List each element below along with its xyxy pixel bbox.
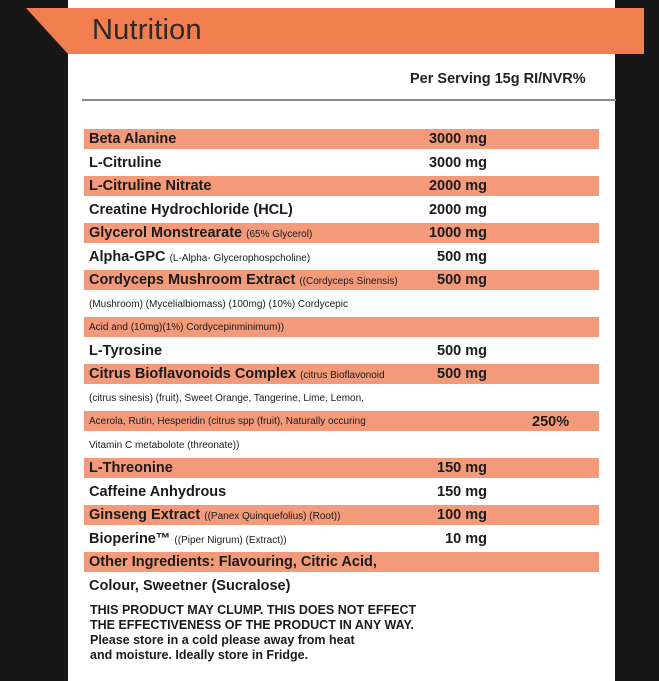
amount: 500 mg: [437, 249, 487, 265]
table-row: [84, 552, 599, 572]
ingredient-name-text: Citrus Bioflavonoids Complex: [89, 366, 297, 382]
ingredient-name: [89, 460, 173, 476]
storage-note: [90, 603, 450, 663]
amount: 3000 mg: [428, 131, 487, 147]
ingredient-name-text: Other Ingredients: Flavouring, Citric Acid,: [89, 554, 377, 570]
table-row: [84, 364, 599, 384]
ingredient-name: [89, 531, 287, 547]
ingredient-name: [89, 225, 312, 241]
ingredient-name-text: Bioperine™: [89, 531, 171, 547]
ingredient-name-text: Caffeine Anhydrous: [89, 484, 227, 500]
table-row: [84, 411, 599, 431]
table-row: [84, 153, 599, 173]
amount: 150 mg: [437, 460, 487, 476]
table-row: [84, 317, 599, 337]
table-row: [84, 482, 599, 502]
table-row: [84, 458, 599, 478]
storage-line: THE EFFECTIVENESS OF THE PRODUCT IN ANY WAY.: [90, 618, 414, 632]
table-row: [84, 435, 599, 455]
ingredient-name: [89, 484, 226, 500]
amount: 10 mg: [445, 531, 487, 547]
ingredient-name: [89, 272, 398, 288]
amount: 500 mg: [437, 272, 487, 288]
table-row: [84, 294, 599, 314]
table-row: [84, 576, 599, 596]
ingredient-name-text: L-Citruline: [89, 155, 162, 171]
ingredient-name-text: Glycerol Monstrearate: [89, 225, 243, 241]
ingredient-note: ((Cordyceps Sinensis): [299, 276, 398, 287]
table-row: [84, 529, 599, 549]
table-row: [84, 270, 599, 290]
ingredient-note: (citrus Bioflavonoid: [300, 370, 385, 381]
amount: 500 mg: [437, 343, 487, 359]
amount: 2000 mg: [428, 178, 487, 194]
amount: 150 mg: [437, 484, 487, 500]
amount: 1000 mg: [428, 225, 487, 241]
ingredient-name-text: Colour, Sweetner (Sucralose): [89, 578, 291, 594]
amount: 500 mg: [437, 366, 487, 382]
amount: 2000 mg: [428, 202, 487, 218]
table-row: [84, 388, 599, 408]
ingredient-name: [89, 155, 162, 171]
page-title: Nutrition: [92, 14, 202, 46]
ingredient-note: ((Piper Nigrum) (Extract)): [174, 535, 287, 546]
ingredient-note: (65% Glycerol): [246, 229, 313, 240]
ingredient-detail: (Mushroom) (Mycelialbiomass) (100mg) (10%) Cordycepic: [89, 299, 348, 310]
divider: [82, 99, 616, 101]
serving-header: Per Serving 15g RI/NVR%: [410, 71, 586, 87]
ingredient-name-text: Alpha-GPC: [89, 249, 166, 265]
storage-line: Please store in a cold please away from heat: [90, 633, 355, 647]
ingredient-name-text: Cordyceps Mushroom Extract: [89, 272, 296, 288]
ingredient-name-text: L-Tyrosine: [89, 343, 163, 359]
storage-line: and moisture. Ideally store in Fridge.: [90, 648, 309, 662]
table-row: [84, 200, 599, 220]
ingredient-detail: Vitamin C metabolote (threonate)): [89, 440, 240, 451]
table-row: [84, 247, 599, 267]
ingredient-name: [89, 366, 385, 382]
ingredient-detail: Acerola, Rutin, Hesperidin (citrus spp (fruit), Naturally occuring: [89, 416, 366, 427]
ingredient-name: [89, 131, 176, 147]
nvr-value: 250%: [532, 414, 570, 430]
ingredient-detail: (citrus sinesis) (fruit), Sweet Orange, Tangerine, Lime, Lemon,: [89, 393, 364, 404]
table-row: [84, 176, 599, 196]
ingredient-name: [89, 578, 290, 594]
ingredient-name-text: L-Citruline Nitrate: [89, 178, 212, 194]
ingredient-detail: Acid and (10mg)(1%) Cordycepinminimum)): [89, 322, 285, 333]
table-row: [84, 223, 599, 243]
ingredient-name-text: Ginseng Extract: [89, 507, 201, 523]
ingredient-name-text: L-Threonine: [89, 460, 173, 476]
ingredient-name: [89, 249, 310, 265]
table-row: [84, 341, 599, 361]
ingredient-name-text: Creatine Hydrochloride (HCL): [89, 202, 293, 218]
ingredient-name: [89, 178, 211, 194]
amount: 100 mg: [437, 507, 487, 523]
amount: 3000 mg: [428, 155, 487, 171]
storage-line: THIS PRODUCT MAY CLUMP. THIS DOES NOT EFFECT: [90, 603, 417, 617]
ingredient-name: [89, 507, 340, 523]
ingredient-name: [89, 554, 377, 570]
ingredient-note: ((Panex Quinquefolius) (Root)): [204, 511, 341, 522]
table-row: [84, 505, 599, 525]
ingredient-name-text: Beta Alanine: [89, 131, 177, 147]
ingredient-name: [89, 202, 293, 218]
ingredient-name: [89, 343, 162, 359]
table-row: [84, 129, 599, 149]
ingredient-note: (L-Alpha- Glycerophospcholine): [169, 253, 311, 264]
